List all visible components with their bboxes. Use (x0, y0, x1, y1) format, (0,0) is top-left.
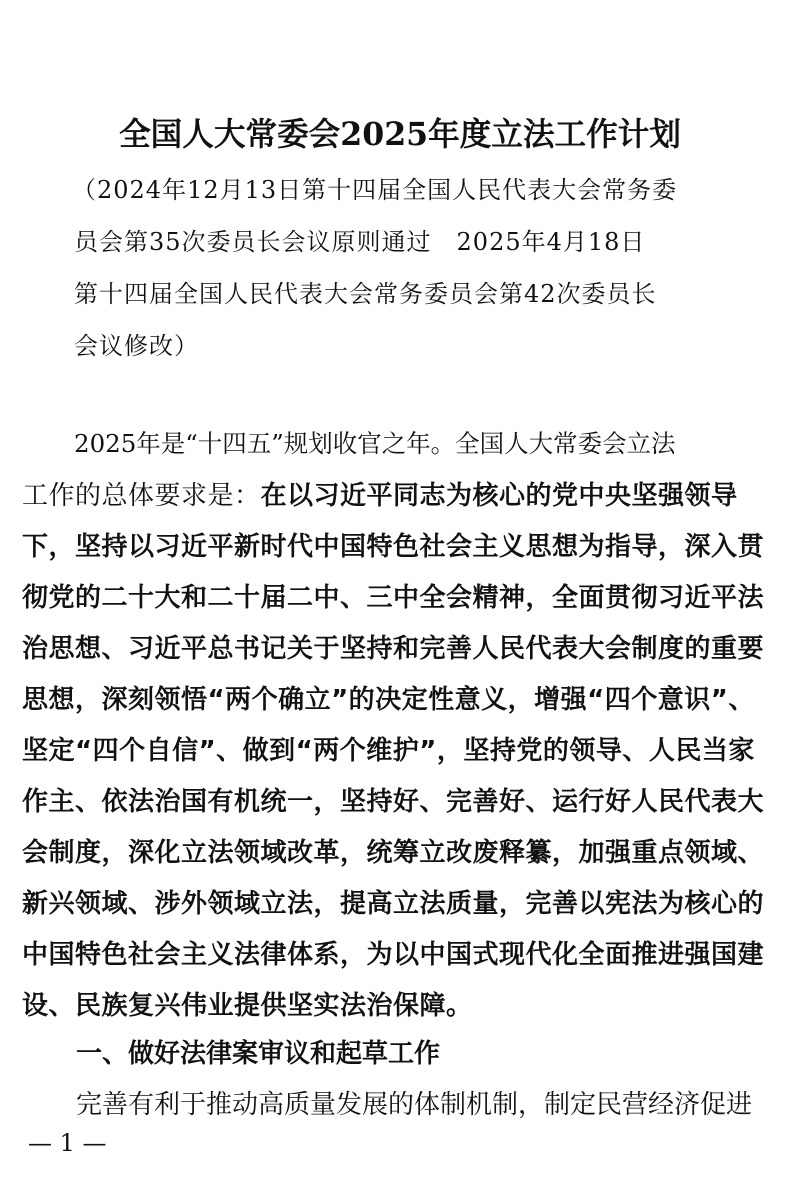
section-first-line: 完善有利于推动高质量发展的体制机制，制定民营经济促进 (76, 1090, 753, 1120)
paragraph-line: 新兴领域、涉外领域立法，提高立法质量，完善以宪法为核心的 (22, 889, 765, 919)
paragraph-line: 2025年是“十四五”规划收官之年。全国人大常委会立法 (74, 429, 676, 458)
paragraph-line: 思想，深刻领悟“两个确立”的决定性意义，增强“四个意识”、 (22, 685, 755, 715)
paragraph-text-plain: 工作的总体要求是： (22, 481, 261, 511)
paragraph-line (22, 476, 782, 516)
document-title: 全国人大常委会2025年度立法工作计划 (119, 116, 681, 153)
paragraph-line: 坚定“四个自信”、做到“两个维护”，坚持党的领导、人民当家 (22, 736, 755, 766)
subtitle-line: （2024年12月13日第十四届全国人民代表大会常务委 (72, 176, 678, 204)
paragraph-line: 会制度，深化立法领域改革，统筹立改废释纂，加强重点领域、 (22, 838, 765, 868)
paragraph-text-bold: 在以习近平同志为核心的党中央坚强领导 (260, 481, 738, 511)
paragraph-line: 设、民族复兴伟业提供坚实法治保障。 (22, 991, 473, 1021)
section-heading: 一、做好法律案审议和起草工作 (76, 1039, 441, 1069)
page-number: — 1 — (28, 1129, 107, 1157)
paragraph-line: 彻党的二十大和二十届二中、三中全会精神，全面贯彻习近平法 (22, 583, 765, 613)
subtitle-line: 会议修改） (74, 332, 199, 360)
paragraph-line: 治思想、习近平总书记关于坚持和完善人民代表大会制度的重要 (22, 634, 765, 664)
paragraph-line: 下，坚持以习近平新时代中国特色社会主义思想为指导，深入贯 (22, 532, 765, 562)
subtitle-line: 员会第35次委员长会议原则通过 2025年4月18日 (74, 228, 646, 256)
paragraph-line: 中国特色社会主义法律体系，为以中国式现代化全面推进强国建 (22, 940, 765, 970)
paragraph-line: 作主、依法治国有机统一，坚持好、完善好、运行好人民代表大 (22, 787, 765, 817)
subtitle-line: 第十四届全国人民代表大会常务委员会第42次委员长 (74, 280, 657, 308)
